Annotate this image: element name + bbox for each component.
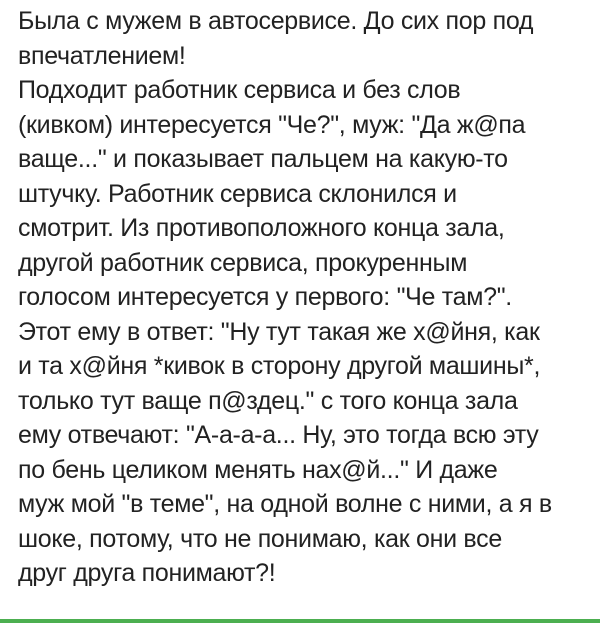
post-text-line: по бень целиком менять нах@й..." И даже [18,455,498,484]
post-text-line: впечатлением! [18,41,186,70]
post-text-line: Подходит работник сервиса и без слов [18,76,461,104]
post-text-line: (кивком) интересуется "Че?", муж: "Да ж@па [18,110,526,139]
post-text-line: Этот ему в ответ: "Ну тут такая же х@йня, как [18,317,540,346]
post-text [18,4,588,591]
post-text-line: другой работник сервиса, прокуренным [18,248,468,277]
post-text-line: голосом интересуется у первого: "Че там?". [18,283,512,311]
post-text-line: ему отвечают: "А-а-а-а... Ну, это тогда всю эту [18,421,539,449]
bottom-accent-bar [0,619,600,623]
post-text-line: только тут ваще п@здец." с того конца зала [18,386,518,415]
post-text-line: Была с мужем в автосервисе. До сих пор под [18,7,534,35]
post-text-line: ваще..." и показывает пальцем на какую-то [18,145,508,173]
post-text-line: смотрит. Из противоположного конца зала, [18,214,505,242]
post-text-line: друг друга понимают?! [18,559,276,587]
post-text-line: муж мой "в теме", на одной волне с ними, а я в [18,490,552,518]
post-text-line: шоке, потому, что не понимаю, как они все [18,524,502,553]
post-text-line: и та х@йня *кивок в сторону другой машины*, [18,352,541,380]
post-text-line: штучку. Работник сервиса склонился и [18,179,457,208]
